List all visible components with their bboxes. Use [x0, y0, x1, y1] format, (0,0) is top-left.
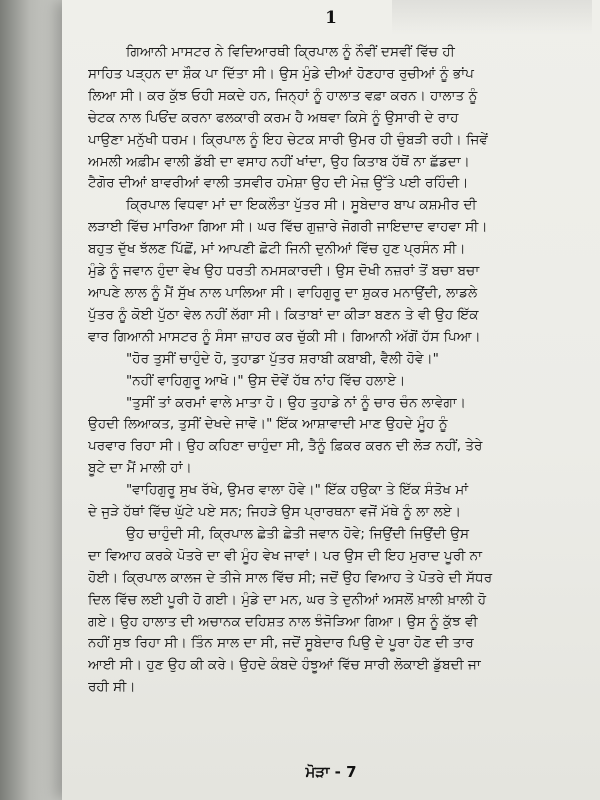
- paragraph-3: [88, 349, 578, 371]
- text-line: ਗਿਆਨੀ ਮਾਸਟਰ ਨੇ ਵਿਦਿਆਰਥੀ ਕ੍ਰਿਪਾਲ ਨੂੰ ਨੌਵੀਂ ਦਸਵੀਂ ਵਿੱਚ ਹੀ: [126, 44, 455, 60]
- text-line: ਕ੍ਰਿਪਾਲ ਵਿਧਵਾ ਮਾਂ ਦਾ ਇਕਲੌਤਾ ਪੁੱਤਰ ਸੀ। ਸੂਬੇਦਾਰ ਬਾਪ ਕਸ਼ਮੀਰ ਦੀ: [126, 197, 477, 214]
- text-line: ਉਹਦੀ ਲਿਆਕਤ, ਤੁਸੀਂ ਦੇਖਦੇ ਜਾਵੋ।" ਇੱਕ ਆਸ਼ਾਵਾਦੀ ਮਾਣ ਉਹਦੇ ਮੂੰਹ ਨੂੰ: [88, 416, 448, 433]
- text-line: ਦਾ ਵਿਆਹ ਕਰਕੇ ਪੋਤਰੇ ਦਾ ਵੀ ਮੂੰਹ ਵੇਖ ਜਾਵਾਂ। ਪਰ ਉਸ ਦੀ ਇਹ ਮੁਰਾਦ ਪੂਰੀ ਨਾ: [88, 547, 483, 564]
- text-line: ਨਹੀਂ ਸੁਝ ਰਿਹਾ ਸੀ। ਤਿੰਨ ਸਾਲ ਦਾ ਸੀ, ਜਦੋਂ ਸੂਬੇਦਾਰ ਪਿਉ ਦੇ ਪੂਰਾ ਹੋਣ ਦੀ ਤਾਰ: [88, 635, 474, 652]
- text-line: ਆਪਣੇ ਲਾਲ ਨੂੰ ਮੈਂ ਸੁੱਖ ਨਾਲ ਪਾਲਿਆ ਸੀ। ਵਾਹਿਗੁਰੂ ਦਾ ਸ਼ੁਕਰ ਮਨਾਉਂਦੀ, ਲਾਡਲੇ: [88, 284, 478, 301]
- text-line: ਸਾਹਿਤ ਪੜ੍ਹਨ ਦਾ ਸ਼ੌਕ ਪਾ ਦਿੱਤਾ ਸੀ। ਉਸ ਮੁੰਡੇ ਦੀਆਂ ਹੋਣਹਾਰ ਰੁਚੀਆਂ ਨੂੰ ਭਾਂਪ: [88, 65, 474, 82]
- paragraph-2: [88, 195, 578, 348]
- text-line: ਲੜਾਈ ਵਿੱਚ ਮਾਰਿਆ ਗਿਆ ਸੀ। ਘਰ ਵਿੱਚ ਗੁਜ਼ਾਰੇ ਜੋਗਰੀ ਜਾਇਦਾਦ ਵਾਹਵਾ ਸੀ।: [88, 219, 488, 236]
- text-line: ਵਾਰ ਗਿਆਨੀ ਮਾਸਟਰ ਨੂੰ ਸੰਸਾ ਜ਼ਾਹਰ ਕਰ ਚੁੱਕੀ ਸੀ। ਗਿਆਨੀ ਅੱਗੋਂ ਹੱਸ ਪਿਆ।: [88, 328, 481, 345]
- body-text: [88, 42, 578, 699]
- text-line: ਪੁੱਤਰ ਨੂੰ ਕੋਈ ਪੁੱਠਾ ਵੇਲ ਨਹੀਂ ਲੱਗਾ ਸੀ। ਕਿਤਾਬਾਂ ਦਾ ਕੀੜਾ ਬਣਨ ਤੇ ਵੀ ਉਹ ਇੱਕ: [88, 306, 479, 323]
- text-line: ਉਹ ਚਾਹੁੰਦੀ ਸੀ, ਕ੍ਰਿਪਾਲ ਛੇਤੀ ਛੇਤੀ ਜਵਾਨ ਹੋਵੇ; ਜਿਉਂਦੀ ਜਿਉਂਦੀ ਉਸ: [126, 525, 470, 542]
- paragraph-1: [88, 42, 578, 195]
- text-line: "ਹੋਰ ਤੁਸੀਂ ਚਾਹੁੰਦੇ ਹੋ, ਤੁਹਾਡਾ ਪੁੱਤਰ ਸ਼ਰਾਬੀ ਕਬਾਬੀ, ਵੈਲੀ ਹੋਵੇ।": [126, 350, 439, 367]
- text-line: ਟੈਗੋਰ ਦੀਆਂ ਬਾਵਰੀਆਂ ਵਾਲੀ ਤਸਵੀਰ ਹਮੇਸ਼ਾ ਉਹ ਦੀ ਮੇਜ਼ ਉੱਤੇ ਪਈ ਰਹਿੰਦੀ।: [88, 175, 469, 192]
- page-footer: ਮੋੜਾ - 7: [305, 763, 357, 781]
- text-line: ਅਮਲੀ ਅਫ਼ੀਮ ਵਾਲੀ ਡੱਬੀ ਦਾ ਵਸਾਹ ਨਹੀਂ ਖਾਂਦਾ, ਉਹ ਕਿਤਾਬ ਹੱਥੋਂ ਨਾ ਛੱਡਦਾ।: [88, 153, 470, 170]
- text-line: ਰਹੀ ਸੀ।: [88, 679, 136, 696]
- text-line: ਗਏ। ਉਹ ਹਾਲਾਤ ਦੀ ਅਚਾਨਕ ਦਹਿਸ਼ਤ ਨਾਲ ਝੰਜੋੜਿਆ ਗਿਆ। ਉਸ ਨੂੰ ਕੁੱਝ ਵੀ: [88, 613, 478, 630]
- text-line: ਆਈ ਸੀ। ਹੁਣ ਉਹ ਕੀ ਕਰੇ। ਉਹਦੇ ਕੰਬਦੇ ਹੰਝੂਆਂ ਵਿੱਚ ਸਾਰੀ ਲੋਕਾਈ ਡੁੱਬਦੀ ਜਾ: [88, 657, 481, 674]
- text-line: ਪਰਵਾਰ ਰਿਹਾ ਸੀ। ਉਹ ਕਹਿਣਾ ਚਾਹੁੰਦਾ ਸੀ, ਤੈਨੂੰ ਫ਼ਿਕਰ ਕਰਨ ਦੀ ਲੋੜ ਨਹੀਂ, ਤੇਰੇ: [88, 438, 483, 455]
- text-line: "ਤੁਸੀਂ ਤਾਂ ਕਰਮਾਂ ਵਾਲੇ ਮਾਤਾ ਹੋ। ਉਹ ਤੁਹਾਡੇ ਨਾਂ ਨੂੰ ਚਾਰ ਚੰਨ ਲਾਵੇਗਾ।: [126, 394, 466, 411]
- page-number: 1: [325, 8, 337, 28]
- paragraph-7: [88, 524, 578, 699]
- text-line: ਚੇਟਕ ਨਾਲ ਪਿਓਂਦ ਕਰਨਾ ਫਲਕਾਰੀ ਕਰਮ ਹੈ ਅਥਵਾ ਕਿਸੇ ਨੂੰ ਉਸਾਰੀ ਦੇ ਰਾਹ: [88, 109, 459, 126]
- text-line: ਲਿਆ ਸੀ। ਕਰ ਕੁੱਝ ਓਹੀ ਸਕਦੇ ਹਨ, ਜਿਨ੍ਹਾਂ ਨੂੰ ਹਾਲਾਤ ਵਫ਼ਾ ਕਰਨ। ਹਾਲਾਤ ਨੂੰ: [88, 87, 478, 104]
- paragraph-5: [88, 393, 578, 481]
- paragraph-4: [88, 371, 578, 393]
- text-line: ਹੋਈ। ਕ੍ਰਿਪਾਲ ਕਾਲਜ ਦੇ ਤੀਜੇ ਸਾਲ ਵਿੱਚ ਸੀ; ਜਦੋਂ ਉਹ ਵਿਆਹ ਤੇ ਪੋਤਰੇ ਦੀ ਸੱਧਰ: [88, 569, 493, 586]
- text-line: ਦੇ ਜੁੜੇ ਹੱਥਾਂ ਵਿੱਚ ਘੁੱਟੇ ਪਏ ਸਨ; ਜਿਹੜੇ ਉਸ ਪ੍ਰਾਰਥਨਾ ਵਜੋਂ ਮੱਥੇ ਨੂੰ ਲਾ ਲਏ।: [88, 504, 461, 521]
- text-line: ਮੁੰਡੇ ਨੂੰ ਜਵਾਨ ਹੁੰਦਾ ਵੇਖ ਉਹ ਧਰਤੀ ਨਮਸਕਾਰਦੀ। ਉਸ ਦੋਖੀ ਨਜ਼ਰਾਂ ਤੋਂ ਬਚਾ ਬਚਾ: [88, 263, 480, 280]
- text-line: ਬਹੁਤ ਦੁੱਖ ਝੱਲਣ ਪਿੱਛੋਂ, ਮਾਂ ਆਪਣੀ ਛੋਟੀ ਜਿਨੀ ਦੁਨੀਆਂ ਵਿੱਚ ਹੁਣ ਪ੍ਰਸੰਨ ਸੀ।: [88, 241, 466, 258]
- text-line: "ਨਹੀਂ ਵਾਹਿਗੁਰੂ ਆਖੋ।" ਉਸ ਦੋਵੇਂ ਹੱਥ ਨਾਂਹ ਵਿੱਚ ਹਲਾਏ।: [126, 372, 406, 389]
- book-page: [62, 0, 600, 800]
- text-line: "ਵਾਹਿਗੁਰੂ ਸੁਖ ਰੱਖੇ, ਉਮਰ ਵਾਲਾ ਹੋਵੇ।" ਇੱਕ ਹਉਕਾ ਤੇ ਇੱਕ ਸੰਤੋਖ ਮਾਂ: [126, 482, 469, 499]
- text-line: ਬੂਟੇ ਦਾ ਮੈਂ ਮਾਲੀ ਹਾਂ।: [88, 460, 192, 477]
- paragraph-6: [88, 480, 578, 524]
- text-line: ਪਾਉਣਾ ਮਨੁੱਖੀ ਧਰਮ। ਕ੍ਰਿਪਾਲ ਨੂੰ ਇਹ ਚੇਟਕ ਸਾਰੀ ਉਮਰ ਹੀ ਚੁੰਬੜੀ ਰਹੀ। ਜਿਵੇਂ: [88, 131, 488, 148]
- text-line: ਦਿਲ ਵਿੱਚ ਲਈ ਪੂਰੀ ਹੋ ਗਈ। ਮੁੰਡੇ ਦਾ ਮਨ, ਘਰ ਤੇ ਦੁਨੀਆਂ ਅਸਲੋਂ ਖ਼ਾਲੀ ਖ਼ਾਲੀ ਹੋ: [88, 591, 487, 608]
